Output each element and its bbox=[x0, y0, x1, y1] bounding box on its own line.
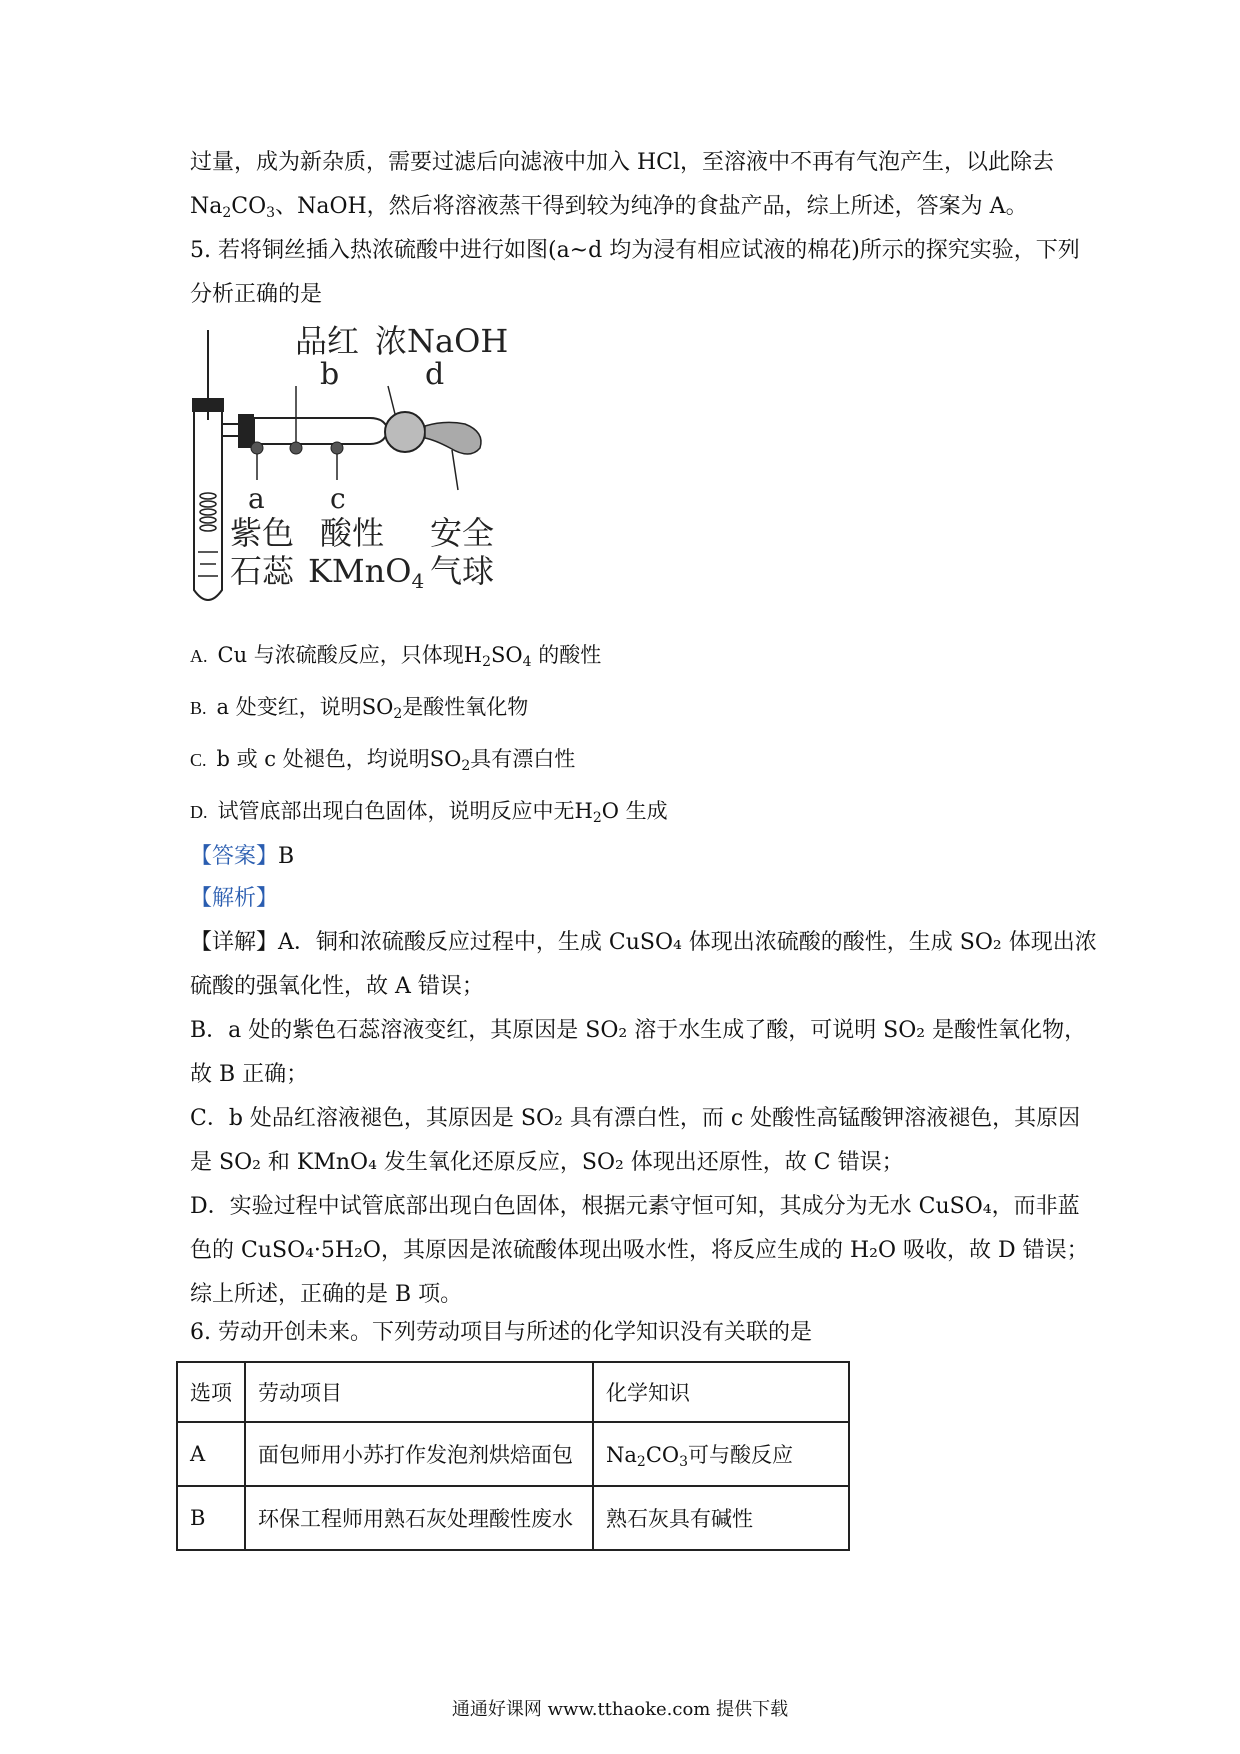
formula-part: Na bbox=[190, 194, 223, 219]
cotton-d-bulb bbox=[385, 412, 425, 452]
label-shirui: 石蕊 bbox=[230, 552, 295, 590]
horizontal-tube bbox=[254, 418, 388, 444]
test-tube bbox=[194, 412, 222, 600]
detail-line-4: 故 B 正确； bbox=[190, 1062, 309, 1087]
table-cell: 面包师用小苏打作发泡剂烘焙面包 bbox=[245, 1422, 593, 1486]
label-zise: 紫色 bbox=[230, 514, 295, 552]
detail-line-9: 综上所述，正确的是 B 项。 bbox=[190, 1282, 463, 1307]
cell-text: 可与酸反应 bbox=[688, 1442, 794, 1467]
formula-part: H bbox=[463, 643, 483, 667]
detail-line-5: C．b 处品红溶液褪色，其原因是 SO₂ 具有漂白性，而 c 处酸性高锰酸钾溶液褪色，其原因 bbox=[190, 1106, 1081, 1131]
cotton-b bbox=[290, 442, 302, 454]
option-text: a 处变红，说明 bbox=[216, 695, 362, 719]
question-5-stem-1: 5. 若将铜丝插入热浓硫酸中进行如图(a~d 均为浸有相应试液的棉花)所示的探究实验，下列 bbox=[190, 238, 1080, 263]
formula-part: SO bbox=[361, 695, 394, 719]
formula-part: H bbox=[574, 799, 593, 823]
option-text: 具有漂白性 bbox=[470, 747, 576, 771]
safety-balloon bbox=[425, 422, 481, 454]
option-text: 生成 bbox=[625, 799, 668, 823]
formula-sub: 2 bbox=[461, 758, 471, 774]
table-cell bbox=[593, 1422, 849, 1486]
formula-sub: 2 bbox=[592, 810, 602, 826]
option-text: Cu 与浓硫酸反应，只体现 bbox=[217, 643, 464, 667]
question-6-table bbox=[176, 1361, 850, 1551]
formula-sub: 4 bbox=[522, 654, 532, 670]
copper-coil bbox=[200, 493, 216, 531]
formula-sub: 2 bbox=[393, 706, 403, 722]
apparatus-figure bbox=[180, 320, 560, 620]
stopper bbox=[192, 398, 224, 412]
table-cell: B bbox=[177, 1486, 245, 1550]
label-anquan: 安全 bbox=[430, 514, 495, 552]
detail-line-3: B．a 处的紫色石蕊溶液变红，其原因是 SO₂ 溶于水生成了酸，可说明 SO₂ 是酸性氧化物， bbox=[190, 1018, 1087, 1043]
question-6-stem: 6. 劳动开创未来。下列劳动项目与所述的化学知识没有关联的是 bbox=[190, 1320, 812, 1345]
formula-part: O bbox=[601, 799, 619, 823]
option-text: 的酸性 bbox=[538, 643, 602, 667]
option-text: b 或 c 处褪色，均说明 bbox=[216, 747, 430, 771]
table-row bbox=[177, 1486, 849, 1550]
option-d bbox=[190, 796, 668, 833]
acid-liquid bbox=[198, 552, 218, 576]
answer-value: B bbox=[278, 844, 295, 869]
formula-part: CO bbox=[231, 194, 267, 219]
formula-part: CO bbox=[645, 1442, 680, 1467]
paragraph-line-1: 过量，成为新杂质，需要过滤后向滤液中加入 HCl，至溶液中不再有气泡产生，以此除去 bbox=[190, 150, 1055, 175]
option-tag: B. bbox=[190, 698, 207, 718]
formula-sub: 3 bbox=[679, 1453, 689, 1470]
table-cell: 环保工程师用熟石灰处理酸性废水 bbox=[245, 1486, 593, 1550]
option-b bbox=[190, 692, 528, 729]
table-header-row bbox=[177, 1362, 849, 1422]
header-cell: 化学知识 bbox=[593, 1362, 849, 1422]
label-naoh: 浓NaOH bbox=[375, 322, 509, 360]
analysis-label: 【解析】 bbox=[190, 886, 279, 911]
label-suanxing: 酸性 bbox=[320, 514, 385, 552]
label-b: b bbox=[320, 357, 340, 392]
label-qiqiu: 气球 bbox=[430, 552, 495, 590]
formula-part: SO bbox=[491, 643, 523, 667]
cotton-c bbox=[331, 442, 343, 454]
option-tag: A. bbox=[190, 646, 208, 666]
label-d: d bbox=[425, 357, 445, 392]
detail-line-2: 硫酸的强氧化性，故 A 错误； bbox=[190, 974, 484, 999]
header-cell: 劳动项目 bbox=[245, 1362, 593, 1422]
option-tag: C. bbox=[190, 750, 207, 770]
option-text: 是酸性氧化物 bbox=[402, 695, 529, 719]
paragraph-text: 、NaOH，然后将溶液蒸干得到较为纯净的食盐产品，综上所述，答案为 A。 bbox=[275, 194, 1028, 219]
formula-sub: 2 bbox=[222, 205, 232, 221]
formula-sub: 2 bbox=[636, 1453, 646, 1470]
table-cell: 熟石灰具有碱性 bbox=[593, 1486, 849, 1550]
option-tag: D. bbox=[190, 802, 208, 822]
option-c bbox=[190, 744, 575, 781]
option-a bbox=[190, 640, 601, 677]
detail-line-6: 是 SO₂ 和 KMnO₄ 发生氧化还原反应，SO₂ 体现出还原性，故 C 错误； bbox=[190, 1150, 904, 1175]
answer-line bbox=[190, 842, 294, 872]
detail-line-7: D．实验过程中试管底部出现白色固体，根据元素守恒可知，其成分为无水 CuSO₄，而非蓝 bbox=[190, 1194, 1080, 1219]
detail-line-8: 色的 CuSO₄·5H₂O，其原因是浓硫酸体现出吸水性，将反应生成的 H₂O 吸收，故 D 错误； bbox=[190, 1238, 1089, 1263]
header-cell: 选项 bbox=[177, 1362, 245, 1422]
question-5-stem-2: 分析正确的是 bbox=[190, 282, 323, 307]
paragraph-line-2 bbox=[190, 192, 1028, 228]
label-kmno4: KMnO4 bbox=[308, 552, 425, 593]
answer-label: 【答案】 bbox=[190, 844, 279, 869]
formula-part: SO bbox=[429, 747, 462, 771]
formula-sub: 2 bbox=[482, 654, 492, 670]
label-a: a bbox=[248, 482, 265, 515]
detail-line-1: 【详解】A．铜和浓硫酸反应过程中，生成 CuSO₄ 体现出浓硫酸的酸性，生成 SO₂ 体现出浓 bbox=[190, 930, 1097, 955]
formula-part: Na bbox=[606, 1442, 637, 1467]
label-c: c bbox=[330, 482, 346, 515]
label-pinhong: 品红 bbox=[295, 322, 360, 360]
page-footer: 通通好课网 www.tthaoke.com 提供下载 bbox=[451, 1699, 789, 1720]
cotton-a bbox=[251, 442, 263, 454]
formula-sub: 3 bbox=[266, 205, 276, 221]
table-row bbox=[177, 1422, 849, 1486]
tube-connector bbox=[238, 414, 254, 448]
table-cell: A bbox=[177, 1422, 245, 1486]
option-text: 试管底部出现白色固体，说明反应中无 bbox=[217, 799, 575, 823]
